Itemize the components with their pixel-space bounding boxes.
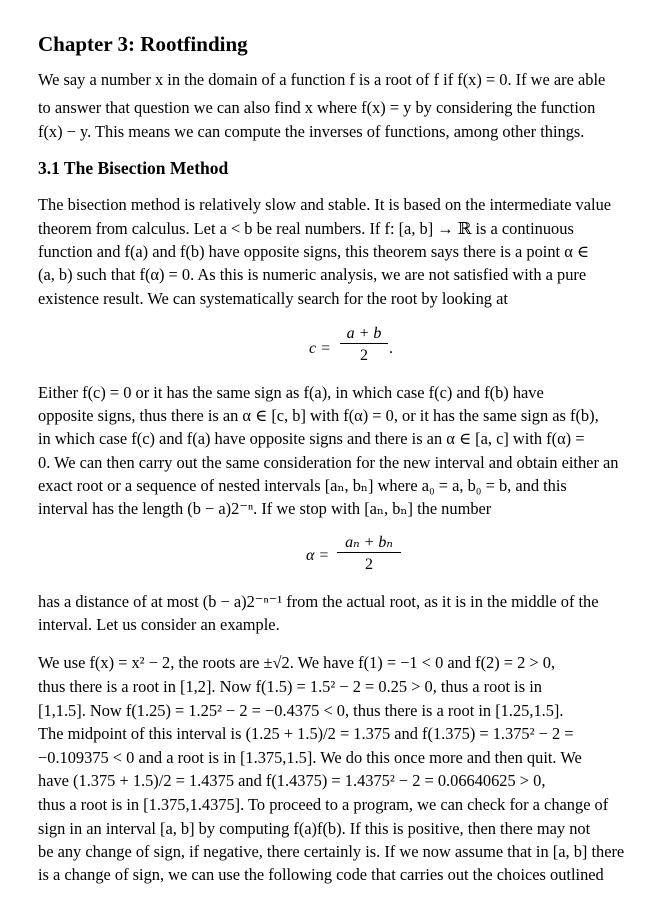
para4-line-4: The midpoint of this interval is (1.25 + 1.5)/2 = 1.375 and f(1.375) = 1.375² − 2 = (38, 724, 574, 743)
equation-estimate-numerator: aₙ + bₙ (345, 534, 393, 551)
para2-line-1: Either f(c) = 0 or it has the same sign as f(a), in which case f(c) and f(b) have (38, 383, 544, 402)
para1-line-2: theorem from calculus. Let a < b be real numbers. If f: [a, b] → ℝ is a continuous (38, 219, 574, 238)
para1-line-1: The bisection method is relatively slow and stable. It is based on the intermediate value (38, 195, 612, 214)
equation-estimate-fraction (337, 532, 401, 574)
para1-line-4: (a, b) such that f(α) = 0. As this is numeric analysis, we are not satisfied with a pure (38, 265, 587, 284)
equation-estimate-denominator: 2 (365, 556, 373, 573)
equation-midpoint-fraction (340, 325, 388, 365)
chapter-title: Chapter 3: Rootfinding (38, 32, 248, 56)
para4-line-7: thus a root is in [1.375,1.4375]. To proceed to a program, we can check for a change of (38, 795, 609, 814)
equation-midpoint-period: . (389, 340, 393, 357)
para4-line-9: be any change of sign, if negative, there certainly is. If we now assume that in [a, b] there (38, 842, 625, 861)
para4-line-3: [1,1.5]. Now f(1.25) = 1.25² − 2 = −0.4375 < 0, thus there is a root in [1.25,1.5]. (38, 701, 564, 720)
para4-line-1: We use f(x) = x² − 2, the roots are ±√2. We have f(1) = −1 < 0 and f(2) = 2 > 0, (38, 653, 556, 672)
equation-midpoint-numerator: a + b (346, 325, 382, 342)
para4-line-6: have (1.375 + 1.5)/2 = 1.4375 and f(1.4375) = 1.4375² − 2 = 0.06640625 > 0, (38, 771, 546, 790)
equation-midpoint-denominator: 2 (360, 347, 368, 364)
section-title: 3.1 The Bisection Method (38, 158, 229, 178)
para4-line-10: is a change of sign, we can use the following code that carries out the choices outlined (38, 865, 604, 884)
para2-line-4: 0. We can then carry out the same consideration for the new interval and obtain either an (38, 453, 619, 472)
para4-line-5: −0.109375 < 0 and a root is in [1.375,1.5]. We do this once more and then quit. We (38, 748, 582, 767)
intro-line-3: f(x) − y. This means we can compute the inverses of functions, among other things. (38, 122, 585, 141)
para2-line-6: interval has the length (b − a)2⁻ⁿ. If we stop with [aₙ, bₙ] the number (38, 499, 492, 518)
para2-line-2: opposite signs, thus there is an α ∈ [c, b] with f(α) = 0, or it has the same sign as f(b), (38, 406, 599, 425)
para1-line-3: function and f(a) and f(b) have opposite signs, this theorem says there is a point α ∈ (38, 242, 590, 261)
intro-line-2: to answer that question we can also find x where f(x) = y by considering the function (38, 98, 596, 117)
intro-line-1: We say a number x in the domain of a function f is a root of f if f(x) = 0. If we are able (38, 70, 606, 89)
para3-line-1: has a distance of at most (b − a)2⁻ⁿ⁻¹ from the actual root, as it is in the middle of the (38, 592, 599, 611)
para4-line-2: thus there is a root in [1,2]. Now f(1.5) = 1.5² − 2 = 0.25 > 0, thus a root is in (38, 677, 542, 696)
equation-estimate-lhs: α = (306, 547, 330, 564)
para3-line-2: interval. Let us consider an example. (38, 615, 280, 634)
para1-line-5: existence result. We can systematically search for the root by looking at (38, 289, 508, 308)
para2-line-5: exact root or a sequence of nested intervals [aₙ, bₙ] where a₀ = a, b₀ = b, and this (38, 476, 567, 495)
para2-line-3: in which case f(c) and f(a) have opposite signs and there is an α ∈ [a, c] with f(α) = (38, 429, 585, 448)
para4-line-8: sign in an interval [a, b] by computing f(a)f(b). If this is positive, then there may not (38, 819, 591, 838)
equation-midpoint-lhs: c = (309, 340, 331, 357)
